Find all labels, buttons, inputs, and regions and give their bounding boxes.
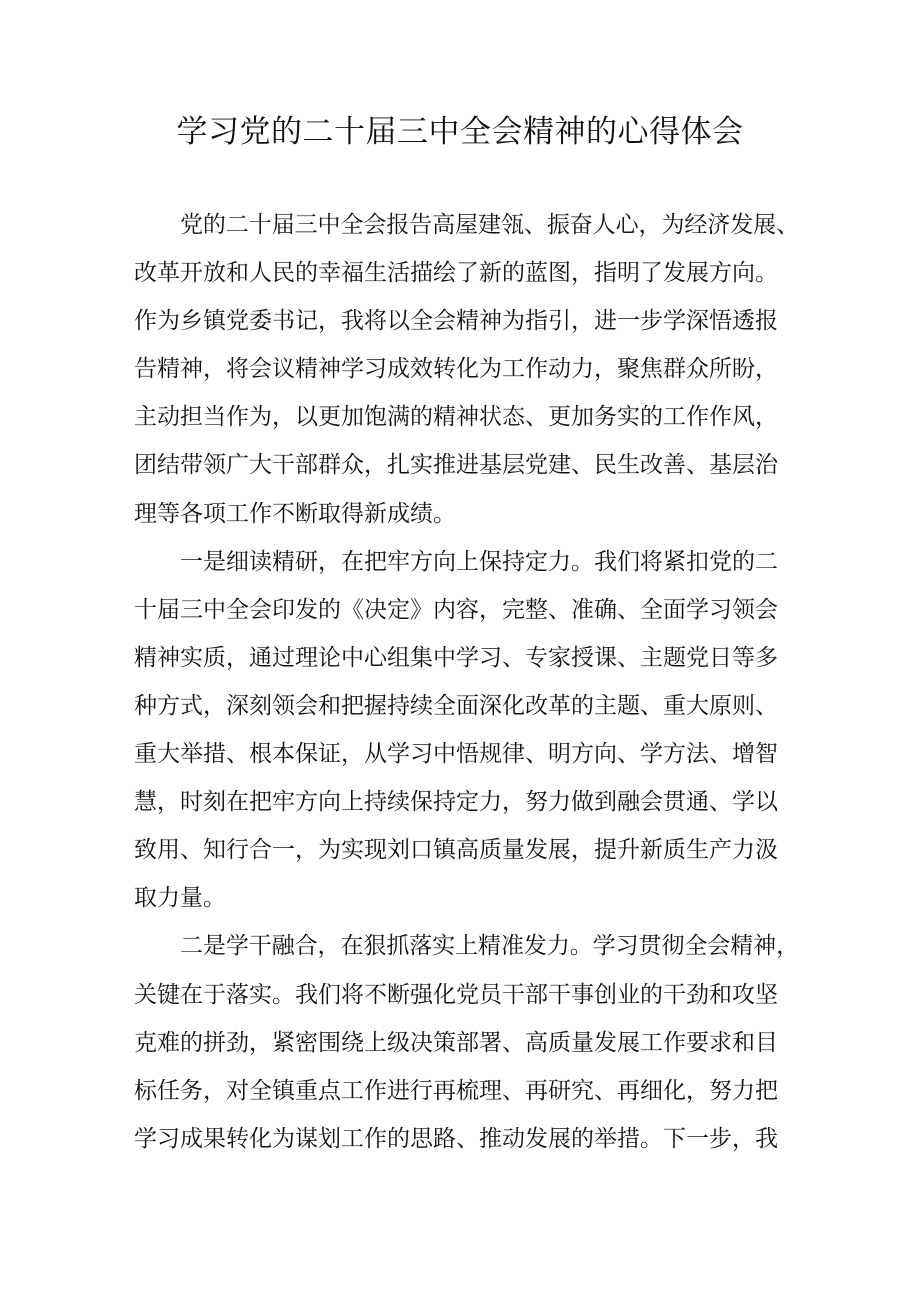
text-line: 取力量。 xyxy=(134,885,226,912)
text-line: 告精神，将会议精神学习成效转化为工作动力，聚焦群众所盼， xyxy=(134,356,778,383)
text-line: 克难的拼劲，紧密围绕上级决策部署、高质量发展工作要求和目 xyxy=(134,1029,778,1056)
text-line: 主动担当作为，以更加饱满的精神状态、更加务实的工作作风， xyxy=(134,404,778,431)
document-title: 学习党的二十届三中全会精神的心得体会 xyxy=(176,114,744,150)
document-body xyxy=(134,201,799,1163)
paragraph-3 xyxy=(134,922,799,1162)
text-line: 慧，时刻在把牢方向上持续保持定力，努力做到融会贯通、学以 xyxy=(134,789,778,816)
text-line: 精神实质，通过理论中心组集中学习、专家授课、主题党日等多 xyxy=(134,644,778,671)
text-line: 理等各项工作不断取得新成绩。 xyxy=(134,500,456,527)
text-line: 二是学干融合，在狠抓落实上精准发力。学习贯彻全会精神， xyxy=(180,933,800,960)
text-line: 标任务，对全镇重点工作进行再梳理、再研究、再细化，努力把 xyxy=(134,1077,778,1104)
text-line: 改革开放和人民的幸福生活描绘了新的蓝图，指明了发展方向。 xyxy=(134,260,778,287)
text-line: 种方式，深刻领会和把握持续全面深化改革的主题、重大原则、 xyxy=(134,692,778,719)
text-line: 团结带领广大干部群众，扎实推进基层党建、民生改善、基层治 xyxy=(134,452,778,479)
text-line: 作为乡镇党委书记，我将以全会精神为指引，进一步学深悟透报 xyxy=(134,308,778,335)
text-line: 一是细读精研，在把牢方向上保持定力。我们将紧扣党的二 xyxy=(180,548,778,575)
text-line: 致用、知行合一，为实现刘口镇高质量发展，提升新质生产力汲 xyxy=(134,837,778,864)
text-line: 党的二十届三中全会报告高屋建瓴、振奋人心，为经济发展、 xyxy=(180,212,800,238)
text-line: 关键在于落实。我们将不断强化党员干部干事创业的干劲和攻坚 xyxy=(134,981,778,1008)
text-line: 重大举措、根本保证，从学习中悟规律、明方向、学方法、增智 xyxy=(134,741,778,768)
text-line: 学习成果转化为谋划工作的思路、推动发展的举措。下一步，我 xyxy=(134,1125,778,1152)
text-line: 十届三中全会印发的《决定》内容，完整、准确、全面学习领会 xyxy=(134,596,778,623)
paragraph-2 xyxy=(134,538,799,923)
paragraph-1 xyxy=(134,201,799,538)
